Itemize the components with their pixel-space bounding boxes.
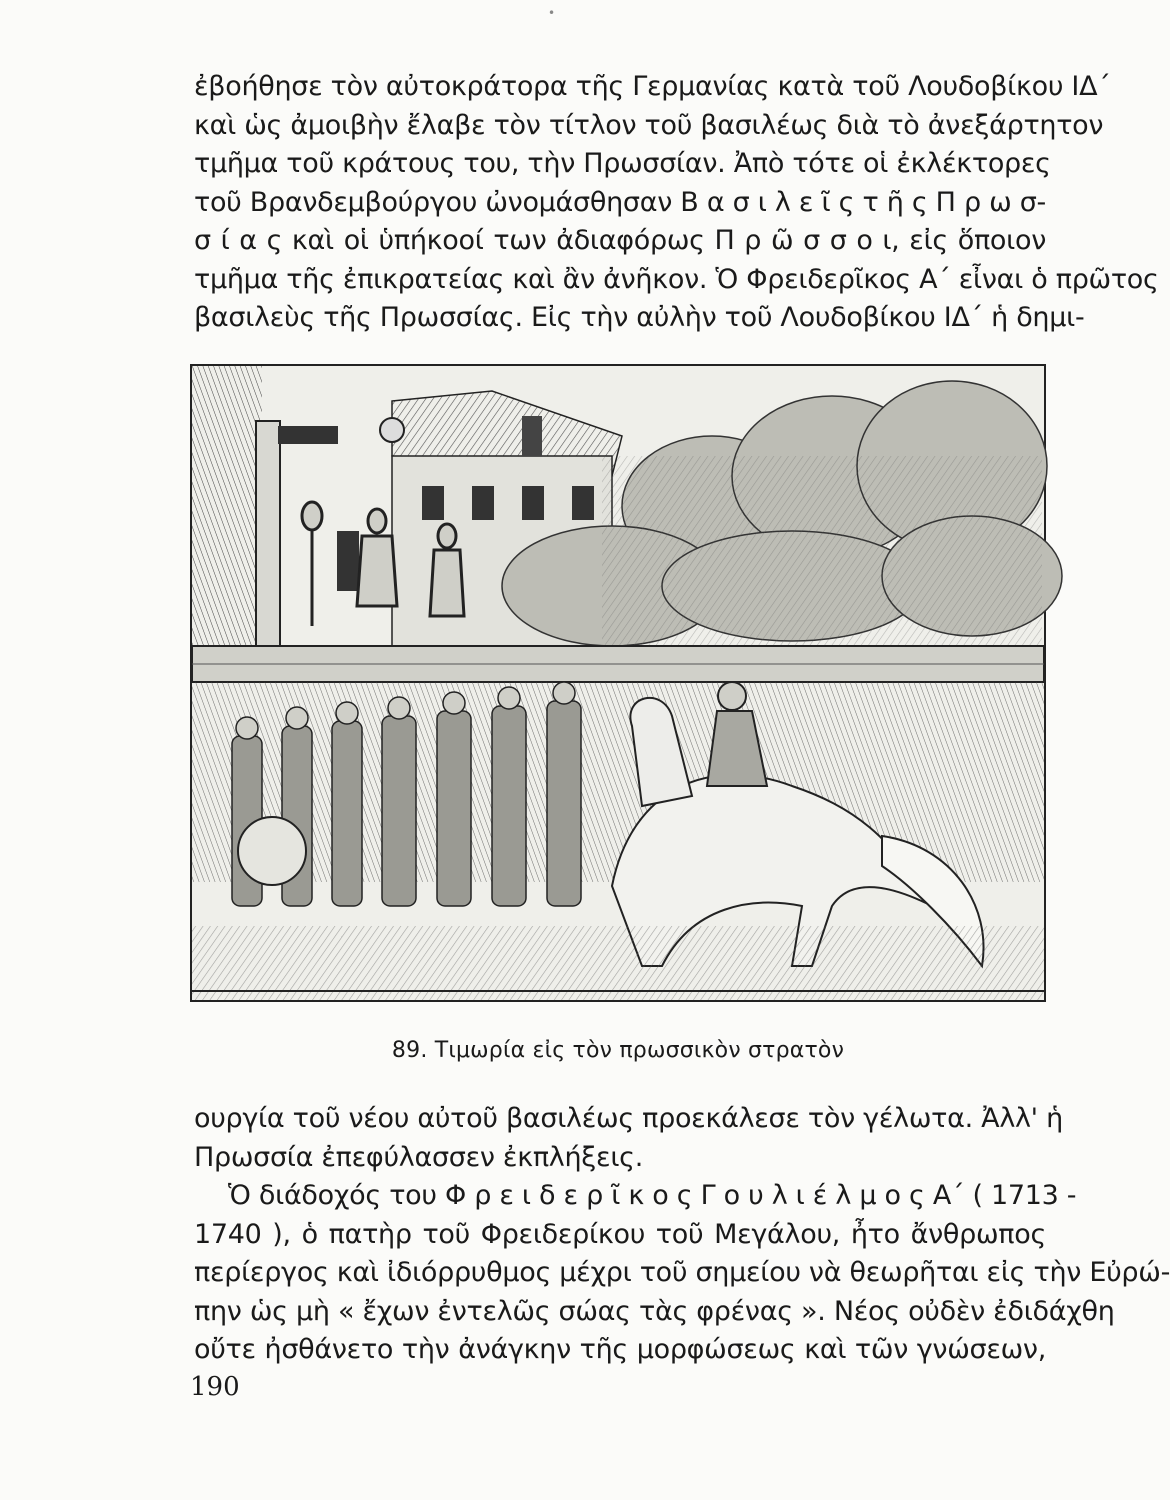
text-line: τμῆμα τοῦ κράτους του, τὴν Πρωσσίαν. Ἀπὸ τότε οἱ ἐκλέκτορες xyxy=(194,148,1051,179)
text-line: 1740 ), ὁ πατὴρ τοῦ Φρειδερίκου τοῦ Μεγάλου, ἦτο ἄνθρωπος xyxy=(194,1218,1046,1250)
text-line: Ὁ διάδοχός του Φ ρ ε ι δ ε ρ ῖ κ ο ς Γ ο υ λ ι έ λ μ ο ς Α΄ ( 1713 - xyxy=(228,1180,1077,1211)
text-line: ουργία τοῦ νέου αὐτοῦ βασιλέως προεκάλεσε τὸν γέλωτα. Ἀλλ' ἡ xyxy=(194,1103,1063,1134)
engraving-illustration xyxy=(190,364,1046,1002)
text-line: πην ὡς μὴ « ἔχων ἐντελῶς σώας τὰς φρένας ». Νέος οὐδὲν ἐδιδάχθη xyxy=(194,1295,1115,1327)
text-line: περίεργος καὶ ἰδιόρρυθμος μέχρι τοῦ σημείου νὰ θεωρῆται εἰς τὴν Εὐρώ- xyxy=(194,1257,1170,1288)
text-line: Πρωσσία ἐπεφύλασσεν ἐκπλήξεις. xyxy=(194,1141,643,1173)
text-line: ἐβοήθησε τὸν αὐτοκράτορα τῆς Γερμανίας κατὰ τοῦ Λουδοβίκου ΙΔ΄ xyxy=(194,71,1111,102)
text-line: βασιλεὺς τῆς Πρωσσίας. Εἰς τὴν αὐλὴν τοῦ Λουδοβίκου ΙΔ΄ ἡ δημι- xyxy=(194,302,1085,333)
figure-caption: 89. Τιμωρία εἰς τὸν πρωσσικὸν στρατὸν xyxy=(391,1038,845,1063)
text-line: τμῆμα τῆς ἐπικρατείας καὶ ἂν ἀνῆκον. Ὁ Φρειδερῖκος Α΄ εἶναι ὁ πρῶτος xyxy=(194,263,1159,295)
text-line: οὔτε ἠσθάνετο τὴν ἀνάγκην τῆς μορφώσεως καὶ τῶν γνώσεων, xyxy=(194,1334,1046,1365)
bottom-paragraphs xyxy=(194,1100,1170,1370)
top-paragraph xyxy=(194,68,1159,338)
scan-speck: • xyxy=(548,6,556,20)
text-line: σ ί α ς καὶ οἱ ὑπήκοοί των ἀδιαφόρως Π ρ ῶ σ σ ο ι, εἰς ὅποιον xyxy=(194,225,1046,256)
text-line: τοῦ Βρανδεμβούργου ὠνομάσθησαν Β α σ ι λ ε ῖ ς τ ῆ ς Π ρ ω σ- xyxy=(194,186,1046,218)
engraving-drawing xyxy=(192,366,1044,1000)
text-line: καὶ ὡς ἀμοιβὴν ἔλαβε τὸν τίτλον τοῦ βασιλέως διὰ τὸ ἀνεξάρτητον xyxy=(194,109,1104,141)
page-number: 190 xyxy=(190,1372,240,1402)
